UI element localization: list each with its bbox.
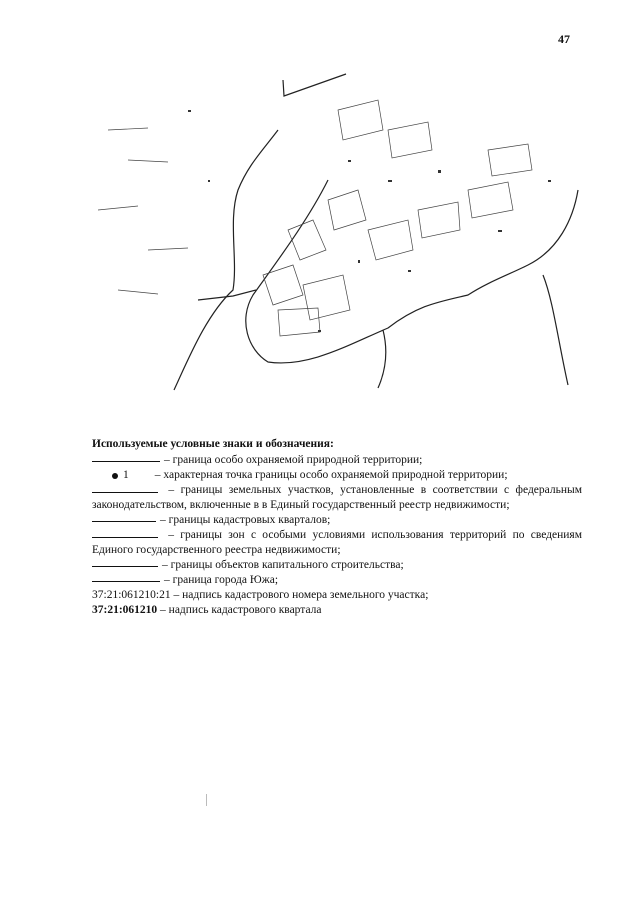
- legend-item: [92, 528, 582, 558]
- riverbank-east: [246, 180, 578, 363]
- boundary-line-symbol: [92, 529, 158, 538]
- legend-title: Используемые условные знаки и обозначения:: [92, 438, 334, 450]
- legend-item-text: – характерная точка границы особо охраняемой природной территории;: [154, 469, 508, 481]
- territory-boundary-upper: [283, 74, 346, 96]
- boundary-line-symbol: [92, 573, 160, 582]
- legend-item-text: – граница города Южа;: [164, 574, 279, 586]
- parcel-code-label: 37:21:061210:21: [92, 589, 171, 601]
- point-symbol-label: 1: [123, 469, 129, 481]
- legend-item-text: – граница особо охраняемой природной территории;: [164, 454, 423, 466]
- road-crossing: [198, 290, 256, 300]
- boundary-line-symbol: [92, 484, 158, 493]
- boundary-line-symbol: [92, 558, 158, 567]
- legend-item: [92, 453, 582, 468]
- legend-item-text: – границы зон с особыми условиями использования территорий по сведениям Единого государственного реестра недвижимости;: [92, 529, 582, 556]
- block-code-label: 37:21:061210: [92, 604, 158, 616]
- cadastral-map: [88, 70, 588, 400]
- legend-item: [92, 483, 582, 513]
- boundary-line-symbol: [92, 513, 156, 522]
- legend: [92, 437, 582, 618]
- legend-item: [92, 603, 582, 618]
- legend-item-text: – надпись кадастрового номера земельного участка;: [173, 589, 429, 601]
- legend-item: [92, 513, 582, 528]
- river-south: [378, 330, 386, 388]
- legend-item: [92, 573, 582, 588]
- legend-item-text: – границы объектов капитального строительства;: [162, 559, 404, 571]
- legend-item: [92, 588, 582, 603]
- territory-boundary-west: [174, 130, 278, 390]
- legend-item-text: – границы земельных участков, установленные в соответствии с федеральным законодательством, включенные в в Единый государственный реестр недвижимости;: [92, 484, 582, 511]
- page-number: 47: [558, 32, 570, 46]
- river-east: [543, 275, 568, 385]
- margin-mark: [206, 794, 207, 806]
- legend-item-text: – границы кадастровых кварталов;: [160, 514, 331, 526]
- dot-icon: [112, 473, 118, 479]
- point-symbol: [112, 468, 129, 483]
- boundary-line-symbol: [92, 453, 160, 462]
- legend-item: [92, 558, 582, 573]
- legend-item-text: – надпись кадастрового квартала: [160, 604, 322, 616]
- legend-item: [92, 468, 582, 483]
